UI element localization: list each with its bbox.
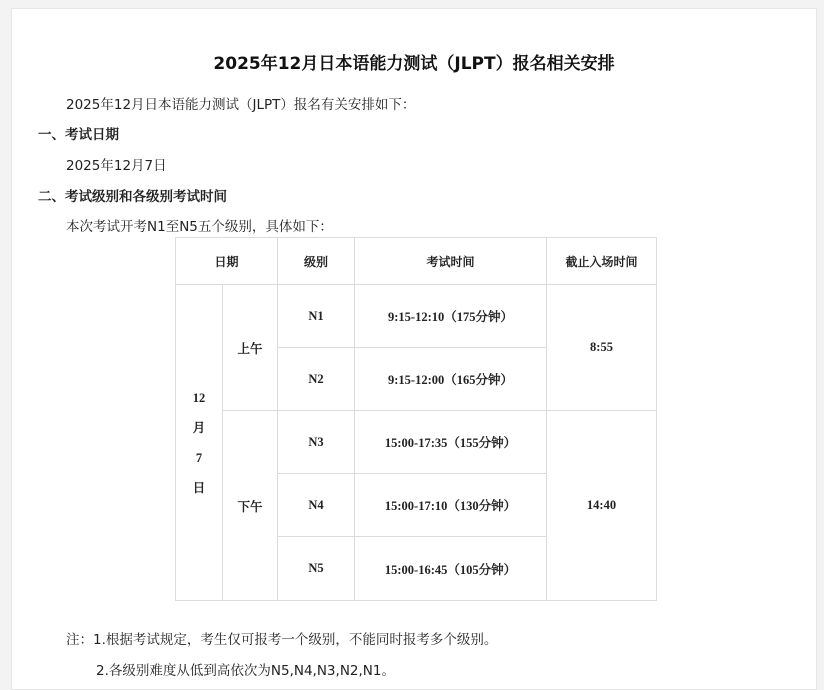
date-char: 月 xyxy=(192,420,206,435)
time-cell: 15:00-16:45（105分钟） xyxy=(355,537,547,601)
header-level: 级别 xyxy=(278,238,355,285)
time-cell: 15:00-17:35（155分钟） xyxy=(355,411,547,474)
note-1: 注：1.根据考试规定，考生仅可报考一个级别，不能同时报考多个级别。 xyxy=(66,632,498,648)
exam-schedule-table xyxy=(175,237,657,601)
intro-paragraph: 2025年12月日本语能力测试（JLPT）报名有关安排如下： xyxy=(66,97,416,113)
header-cutoff-time: 截止入场时间 xyxy=(547,238,657,285)
note-2: 2.各级别难度从低到高依次为N5,N4,N3,N2,N1。 xyxy=(96,663,395,679)
date-char: 日 xyxy=(192,480,206,495)
cutoff-afternoon: 14:40 xyxy=(547,411,657,601)
table-row xyxy=(176,411,657,474)
level-cell: N1 xyxy=(278,285,355,348)
document-page xyxy=(11,8,817,690)
period-afternoon: 下午 xyxy=(223,411,278,601)
date-char: 7 xyxy=(195,450,203,465)
level-cell: N2 xyxy=(278,348,355,411)
header-exam-time: 考试时间 xyxy=(355,238,547,285)
table-header-row xyxy=(176,238,657,285)
exam-date-text: 2025年12月7日 xyxy=(66,158,167,174)
levels-paragraph: 本次考试开考N1至N5五个级别，具体如下： xyxy=(66,219,333,235)
date-char: 12 xyxy=(192,390,206,405)
section-heading-levels: 二、考试级别和各级别考试时间 xyxy=(38,189,227,205)
cutoff-morning: 8:55 xyxy=(547,285,657,411)
time-cell: 15:00-17:10（130分钟） xyxy=(355,474,547,537)
time-cell: 9:15-12:00（165分钟） xyxy=(355,348,547,411)
table-row xyxy=(176,285,657,348)
level-cell: N5 xyxy=(278,537,355,601)
period-morning: 上午 xyxy=(223,285,278,411)
page-title: 2025年12月日本语能力测试（JLPT）报名相关安排 xyxy=(213,54,615,74)
level-cell: N4 xyxy=(278,474,355,537)
section-heading-exam-date: 一、考试日期 xyxy=(38,127,119,143)
date-cell xyxy=(176,285,223,601)
header-date: 日期 xyxy=(176,238,278,285)
time-cell: 9:15-12:10（175分钟） xyxy=(355,285,547,348)
level-cell: N3 xyxy=(278,411,355,474)
